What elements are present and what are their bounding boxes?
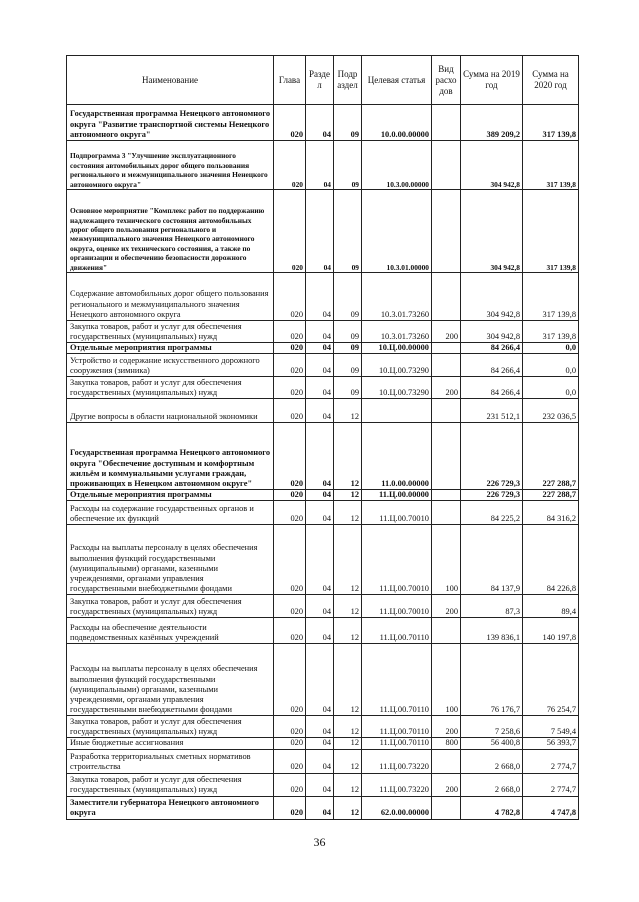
row-sum-2019: 304 942,8 [461,190,523,273]
row-target: 10.3.01.73260 [362,273,432,321]
header-glava: Глава [274,56,306,105]
row-razdel: 04 [306,377,334,399]
row-podrazdel: 12 [334,618,362,644]
row-target: 11.Ц.00.70010 [362,595,432,618]
row-target: 62.0.00.00000 [362,796,432,819]
row-glava: 020 [274,749,306,773]
budget-table-container [66,55,578,820]
row-target: 11.Ц.00.73220 [362,773,432,796]
row-target: 11.Ц.00.70110 [362,618,432,644]
row-razdel: 04 [306,105,334,141]
row-razdel: 04 [306,501,334,525]
row-sum-2019: 304 942,8 [461,321,523,343]
row-podrazdel: 09 [334,105,362,141]
row-sum-2019: 76 176,7 [461,644,523,716]
table-row [67,501,579,525]
table-row [67,354,579,377]
row-target: 11.Ц.00.70110 [362,644,432,716]
row-target: 11.Ц.00.00000 [362,490,432,501]
table-row [67,738,579,749]
row-sum-2019: 4 782,8 [461,796,523,819]
row-razdel: 04 [306,190,334,273]
row-vid [432,618,461,644]
row-sum-2019: 56 400,8 [461,738,523,749]
row-name: Иные бюджетные ассигнования [67,738,274,749]
row-razdel: 04 [306,525,334,595]
table-row [67,525,579,595]
row-sum-2020: 2 774,7 [523,749,579,773]
row-name: Содержание автомобильных дорог общего пользования регионального и межмуниципального значения Ненецкого автономного округа [67,273,274,321]
row-vid [432,796,461,819]
row-sum-2020: 2 774,7 [523,773,579,796]
row-sum-2020: 317 139,8 [523,273,579,321]
row-podrazdel: 09 [334,343,362,354]
table-row [67,618,579,644]
row-sum-2020: 317 139,8 [523,105,579,141]
row-sum-2020: 4 747,8 [523,796,579,819]
row-razdel: 04 [306,423,334,490]
row-podrazdel: 12 [334,738,362,749]
row-razdel: 04 [306,490,334,501]
table-row [67,105,579,141]
row-sum-2020: 0,0 [523,354,579,377]
row-sum-2019: 2 668,0 [461,773,523,796]
row-name: Расходы на содержание государственных органов и обеспечение их функций [67,501,274,525]
row-vid [432,354,461,377]
row-sum-2020: 56 393,7 [523,738,579,749]
row-glava: 020 [274,377,306,399]
row-name: Отдельные мероприятия программы [67,490,274,501]
row-target: 11.0.00.00000 [362,423,432,490]
row-vid: 200 [432,321,461,343]
table-row [67,716,579,738]
row-sum-2019: 84 225,2 [461,501,523,525]
table-header-row [67,56,579,105]
row-razdel: 04 [306,273,334,321]
row-sum-2020: 317 139,8 [523,190,579,273]
row-glava: 020 [274,773,306,796]
row-sum-2019: 304 942,8 [461,141,523,190]
row-sum-2019: 2 668,0 [461,749,523,773]
table-row [67,190,579,273]
row-glava: 020 [274,716,306,738]
row-sum-2020: 227 288,7 [523,490,579,501]
row-sum-2020: 76 254,7 [523,644,579,716]
row-podrazdel: 12 [334,525,362,595]
row-glava: 020 [274,644,306,716]
row-vid: 200 [432,716,461,738]
row-sum-2020: 140 197,8 [523,618,579,644]
row-sum-2019: 226 729,3 [461,423,523,490]
row-sum-2020: 227 288,7 [523,423,579,490]
row-name: Другие вопросы в области национальной экономики [67,399,274,423]
table-row [67,595,579,618]
row-razdel: 04 [306,354,334,377]
table-row [67,490,579,501]
table-row [67,749,579,773]
row-name: Подпрограмма 3 "Улучшение эксплуатационного состояния автомобильных дорог общего пользования регионального и межмуниципального значения Ненецкого автономного округа" [67,141,274,190]
table-row [67,399,579,423]
header-sum-2019: Сумма на 2019 год [461,56,523,105]
row-target: 10.3.00.00000 [362,141,432,190]
row-podrazdel: 12 [334,644,362,716]
row-target: 10.0.00.00000 [362,105,432,141]
row-target: 11.Ц.00.70110 [362,738,432,749]
row-vid [432,141,461,190]
row-glava: 020 [274,399,306,423]
row-podrazdel: 09 [334,321,362,343]
row-name: Отдельные мероприятия программы [67,343,274,354]
row-vid [432,423,461,490]
row-razdel: 04 [306,618,334,644]
row-glava: 020 [274,273,306,321]
row-sum-2020: 84 316,2 [523,501,579,525]
row-target: 10.Ц.00.73290 [362,377,432,399]
row-name: Основное мероприятие "Комплекс работ по поддержанию надлежащего технического состояния автомобильных дорог общего пользования регионального и межмуниципального значения Ненецкого автономного округа, оценке их технического состояния, а также по организации и обеспечению безопасности дорожного движения" [67,190,274,273]
header-podrazdel: Подр аздел [334,56,362,105]
row-sum-2019: 389 209,2 [461,105,523,141]
row-sum-2019: 139 836,1 [461,618,523,644]
row-razdel: 04 [306,321,334,343]
table-row [67,377,579,399]
row-glava: 020 [274,321,306,343]
row-target: 10.Ц.00.00000 [362,343,432,354]
row-glava: 020 [274,796,306,819]
row-razdel: 04 [306,738,334,749]
row-podrazdel: 09 [334,273,362,321]
row-podrazdel: 12 [334,399,362,423]
row-vid: 200 [432,595,461,618]
row-glava: 020 [274,141,306,190]
row-glava: 020 [274,501,306,525]
row-name: Закупка товаров, работ и услуг для обеспечения государственных (муниципальных) нужд [67,321,274,343]
row-vid [432,399,461,423]
row-target: 11.Ц.00.70010 [362,501,432,525]
row-name: Заместители губернатора Ненецкого автономного округа [67,796,274,819]
row-target: 11.Ц.00.73220 [362,749,432,773]
row-vid: 800 [432,738,461,749]
row-sum-2019: 226 729,3 [461,490,523,501]
row-sum-2019: 304 942,8 [461,273,523,321]
row-vid [432,490,461,501]
row-razdel: 04 [306,595,334,618]
row-vid: 200 [432,377,461,399]
row-glava: 020 [274,525,306,595]
row-podrazdel: 12 [334,595,362,618]
header-target: Целевая статья [362,56,432,105]
table-row [67,773,579,796]
row-razdel: 04 [306,399,334,423]
row-razdel: 04 [306,796,334,819]
budget-table [66,55,579,820]
row-glava: 020 [274,343,306,354]
row-glava: 020 [274,490,306,501]
row-podrazdel: 12 [334,490,362,501]
row-name: Закупка товаров, работ и услуг для обеспечения государственных (муниципальных) нужд [67,716,274,738]
row-vid [432,273,461,321]
header-name: Наименование [67,56,274,105]
row-name: Расходы на обеспечение деятельности подведомственных казённых учреждений [67,618,274,644]
row-sum-2019: 84 137,9 [461,525,523,595]
row-sum-2020: 0,0 [523,343,579,354]
header-sum-2020: Сумма на 2020 год [523,56,579,105]
row-vid [432,190,461,273]
table-row [67,273,579,321]
row-razdel: 04 [306,716,334,738]
row-podrazdel: 12 [334,501,362,525]
row-target: 11.Ц.00.70110 [362,716,432,738]
row-razdel: 04 [306,773,334,796]
row-target: 10.3.01.00000 [362,190,432,273]
row-razdel: 04 [306,343,334,354]
row-podrazdel: 12 [334,796,362,819]
row-podrazdel: 12 [334,423,362,490]
row-sum-2020: 0,0 [523,377,579,399]
row-glava: 020 [274,423,306,490]
row-name: Закупка товаров, работ и услуг для обеспечения государственных (муниципальных) нужд [67,595,274,618]
table-row [67,423,579,490]
row-podrazdel: 09 [334,190,362,273]
row-sum-2019: 7 258,6 [461,716,523,738]
row-sum-2020: 317 139,8 [523,321,579,343]
row-name: Государственная программа Ненецкого автономного округа "Обеспечение доступным и комфортным жильём и коммунальными услугами граждан, проживающих в Ненецком автономном округе" [67,423,274,490]
row-target: 10.3.01.73260 [362,321,432,343]
row-target [362,399,432,423]
row-vid [432,501,461,525]
row-sum-2020: 232 036,5 [523,399,579,423]
row-glava: 020 [274,618,306,644]
row-name: Устройство и содержание искусственного дорожного сооружения (зимника) [67,354,274,377]
row-target: 10.Ц.00.73290 [362,354,432,377]
table-row [67,141,579,190]
row-podrazdel: 09 [334,377,362,399]
row-sum-2019: 84 266,4 [461,343,523,354]
row-name: Расходы на выплаты персоналу в целях обеспечения выполнения функций государственными (муниципальными) органами, казенными учреждениями, органами управления государственными внебюджетными фондами [67,644,274,716]
row-vid: 100 [432,525,461,595]
page-number: 36 [313,835,326,849]
row-sum-2019: 87,3 [461,595,523,618]
row-razdel: 04 [306,141,334,190]
row-sum-2019: 84 266,4 [461,354,523,377]
row-podrazdel: 09 [334,354,362,377]
row-vid [432,749,461,773]
row-vid: 200 [432,773,461,796]
row-sum-2019: 231 512,1 [461,399,523,423]
header-razdel: Разде л [306,56,334,105]
row-sum-2020: 317 139,8 [523,141,579,190]
table-row [67,321,579,343]
row-vid [432,105,461,141]
row-name: Расходы на выплаты персоналу в целях обеспечения выполнения функций государственными (муниципальными) органами, казенными учреждениями, органами управления государственными внебюджетными фондами [67,525,274,595]
row-target: 11.Ц.00.70010 [362,525,432,595]
row-podrazdel: 09 [334,141,362,190]
row-name: Разработка территориальных сметных нормативов строительства [67,749,274,773]
row-glava: 020 [274,105,306,141]
row-sum-2019: 84 266,4 [461,377,523,399]
row-glava: 020 [274,738,306,749]
table-row [67,343,579,354]
row-podrazdel: 12 [334,749,362,773]
row-razdel: 04 [306,644,334,716]
row-vid [432,343,461,354]
row-glava: 020 [274,190,306,273]
row-sum-2020: 84 226,8 [523,525,579,595]
header-vid: Вид расхо дов [432,56,461,105]
row-name: Закупка товаров, работ и услуг для обеспечения государственных (муниципальных) нужд [67,773,274,796]
row-podrazdel: 12 [334,716,362,738]
row-glava: 020 [274,595,306,618]
row-sum-2020: 89,4 [523,595,579,618]
row-podrazdel: 12 [334,773,362,796]
row-name: Закупка товаров, работ и услуг для обеспечения государственных (муниципальных) нужд [67,377,274,399]
row-vid: 100 [432,644,461,716]
row-name: Государственная программа Ненецкого автономного округа "Развитие транспортной системы Ненецкого автономного округа" [67,105,274,141]
row-razdel: 04 [306,749,334,773]
table-row [67,796,579,819]
row-glava: 020 [274,354,306,377]
row-sum-2020: 7 549,4 [523,716,579,738]
table-row [67,644,579,716]
